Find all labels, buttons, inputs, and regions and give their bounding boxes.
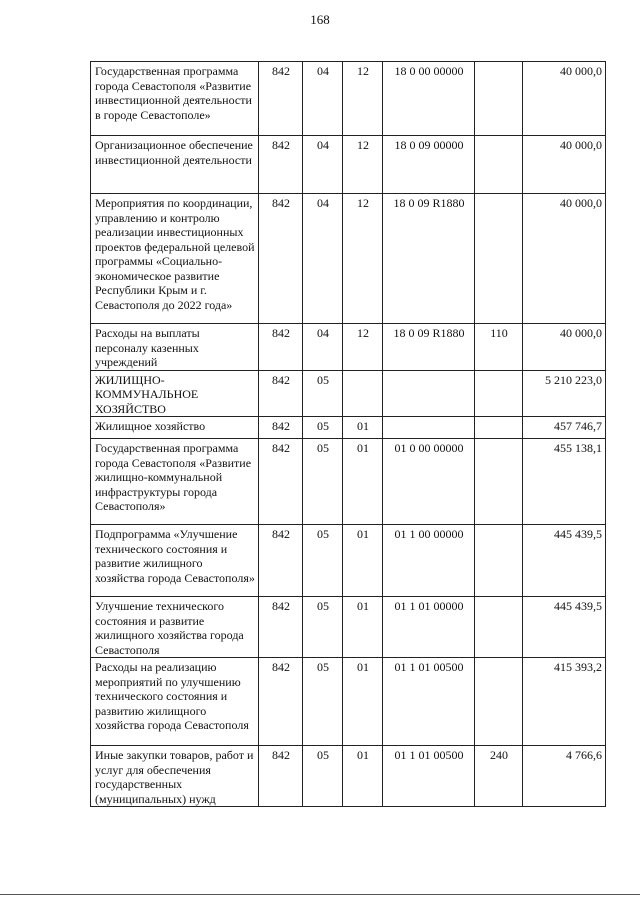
ministry-code: 842: [259, 597, 303, 658]
table-row: [91, 370, 606, 417]
table-row: [91, 439, 606, 525]
subsection-code: 01: [343, 746, 383, 807]
ministry-code: 842: [259, 136, 303, 194]
section-code: 05: [303, 597, 343, 658]
subsection-code: 12: [343, 324, 383, 371]
table-row: [91, 62, 606, 136]
expense-type-code: [475, 597, 523, 658]
target-code: 01 1 01 00500: [383, 746, 475, 807]
ministry-code: 842: [259, 439, 303, 525]
ministry-code: 842: [259, 62, 303, 136]
amount: 445 439,5: [523, 525, 606, 597]
expense-type-code: [475, 658, 523, 746]
section-code: 05: [303, 525, 343, 597]
expense-type-code: 110: [475, 324, 523, 371]
target-code: 01 0 00 00000: [383, 439, 475, 525]
expense-type-code: [475, 370, 523, 417]
target-code: 01 1 00 00000: [383, 525, 475, 597]
subsection-code: [343, 370, 383, 417]
expense-type-code: 240: [475, 746, 523, 807]
scan-edge-line: [0, 894, 640, 895]
ministry-code: 842: [259, 525, 303, 597]
section-code: 05: [303, 370, 343, 417]
amount: 415 393,2: [523, 658, 606, 746]
ministry-code: 842: [259, 194, 303, 324]
subsection-code: 01: [343, 417, 383, 439]
row-name: Государственная программа города Севастополя «Развитие инвестиционной деятельности в городе Севастополе»: [91, 62, 259, 136]
expense-type-code: [475, 194, 523, 324]
table-row: [91, 324, 606, 371]
subsection-code: 12: [343, 136, 383, 194]
row-name: Расходы на выплаты персоналу казенных учреждений: [91, 324, 259, 371]
row-name: Государственная программа города Севастополя «Развитие жилищно-коммунальной инфраструктуры города Севастополя»: [91, 439, 259, 525]
page-number: 168: [310, 12, 330, 27]
amount: 4 766,6: [523, 746, 606, 807]
subsection-code: 01: [343, 658, 383, 746]
expense-type-code: [475, 417, 523, 439]
section-code: 05: [303, 417, 343, 439]
section-code: 04: [303, 324, 343, 371]
section-code: 05: [303, 658, 343, 746]
table-row: [91, 417, 606, 439]
amount: 5 210 223,0: [523, 370, 606, 417]
section-code: 05: [303, 439, 343, 525]
row-name: Расходы на реализацию мероприятий по улучшению технического состояния и развитию жилищного хозяйства города Севастополя: [91, 658, 259, 746]
row-name: Организационное обеспечение инвестиционной деятельности: [91, 136, 259, 194]
table-row: [91, 136, 606, 194]
table-row: [91, 525, 606, 597]
row-name: Подпрограмма «Улучшение технического состояния и развитие жилищного хозяйства города Севастополя»: [91, 525, 259, 597]
table-row: [91, 597, 606, 658]
row-name: Улучшение технического состояния и развитие жилищного хозяйства города Севастополя: [91, 597, 259, 658]
ministry-code: 842: [259, 417, 303, 439]
budget-table: [90, 61, 606, 807]
expense-type-code: [475, 62, 523, 136]
expense-type-code: [475, 136, 523, 194]
row-name: ЖИЛИЩНО-КОММУНАЛЬНОЕ ХОЗЯЙСТВО: [91, 370, 259, 417]
subsection-code: 01: [343, 439, 383, 525]
target-code: 01 1 01 00000: [383, 597, 475, 658]
row-name: Иные закупки товаров, работ и услуг для обеспечения государственных (муниципальных) нужд: [91, 746, 259, 807]
amount: 457 746,7: [523, 417, 606, 439]
amount: 455 138,1: [523, 439, 606, 525]
amount: 445 439,5: [523, 597, 606, 658]
target-code: 18 0 09 R1880: [383, 324, 475, 371]
target-code: 18 0 00 00000: [383, 62, 475, 136]
target-code: 18 0 09 00000: [383, 136, 475, 194]
subsection-code: 12: [343, 62, 383, 136]
section-code: 04: [303, 194, 343, 324]
amount: 40 000,0: [523, 324, 606, 371]
amount: 40 000,0: [523, 194, 606, 324]
table-row: [91, 746, 606, 807]
ministry-code: 842: [259, 370, 303, 417]
target-code: 01 1 01 00500: [383, 658, 475, 746]
subsection-code: 12: [343, 194, 383, 324]
amount: 40 000,0: [523, 62, 606, 136]
ministry-code: 842: [259, 658, 303, 746]
section-code: 04: [303, 136, 343, 194]
ministry-code: 842: [259, 324, 303, 371]
row-name: Жилищное хозяйство: [91, 417, 259, 439]
target-code: [383, 417, 475, 439]
table-row: [91, 658, 606, 746]
table-row: [91, 194, 606, 324]
amount: 40 000,0: [523, 136, 606, 194]
expense-type-code: [475, 525, 523, 597]
target-code: 18 0 09 R1880: [383, 194, 475, 324]
row-name: Мероприятия по координации, управлению и контролю реализации инвестиционных проектов федеральной целевой программы «Социально-экономическое развитие Республики Крым и г. Севастополя до 2022 года»: [91, 194, 259, 324]
expense-type-code: [475, 439, 523, 525]
section-code: 05: [303, 746, 343, 807]
ministry-code: 842: [259, 746, 303, 807]
subsection-code: 01: [343, 597, 383, 658]
section-code: 04: [303, 62, 343, 136]
target-code: [383, 370, 475, 417]
subsection-code: 01: [343, 525, 383, 597]
